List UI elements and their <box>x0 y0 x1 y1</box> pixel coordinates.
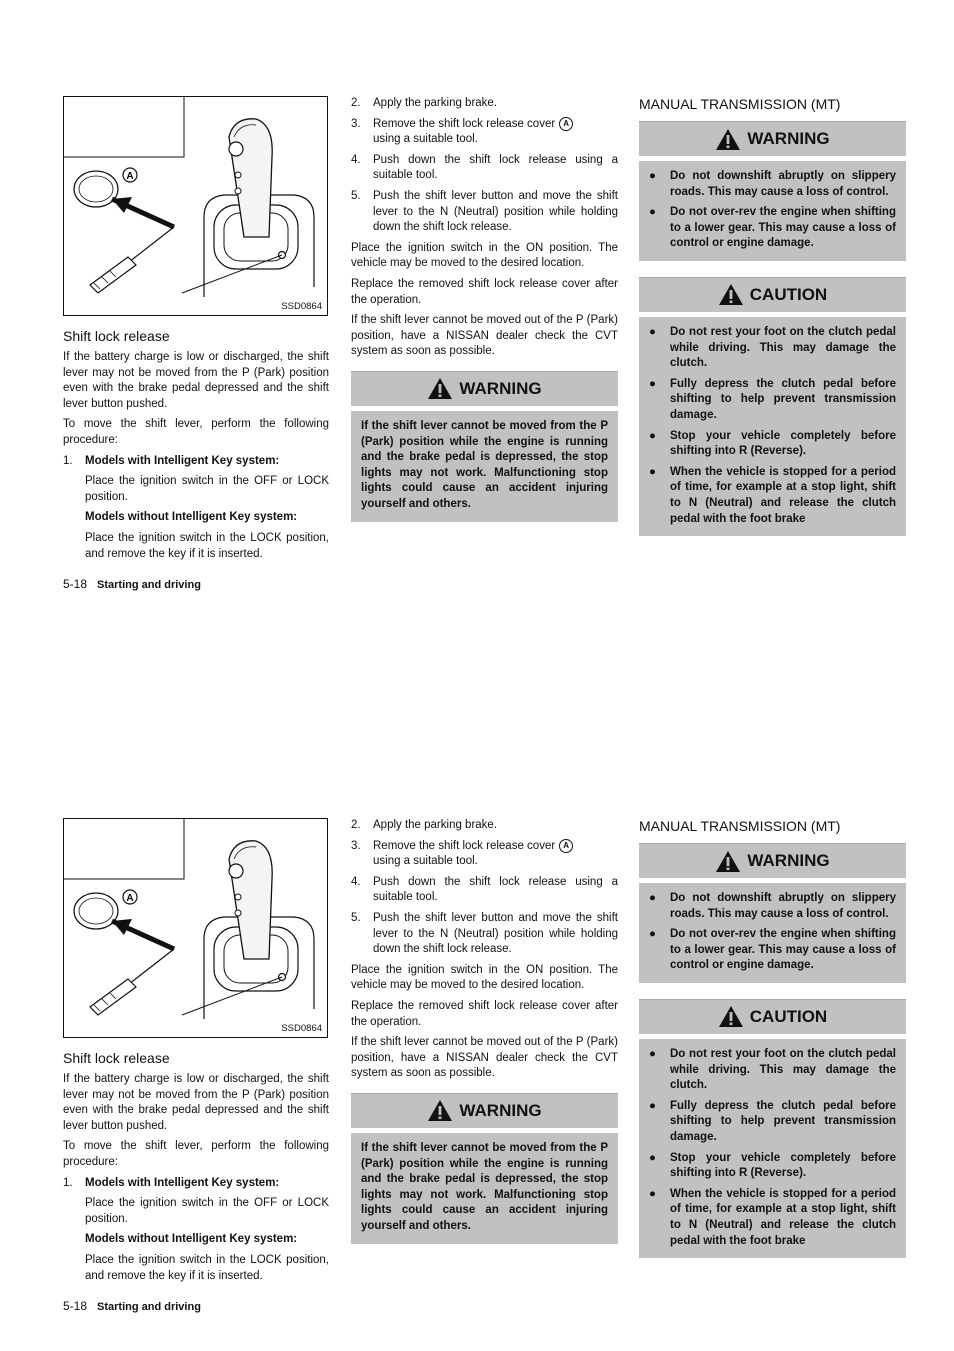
warning-header <box>351 371 618 407</box>
step-text-part: using a suitable tool. <box>373 133 478 146</box>
paragraph: If the shift lever cannot be moved out of the P (Park) position, have a NISSAN dealer check the CVT system as soon as possible. <box>351 314 618 358</box>
bullet-dot: ● <box>649 1099 656 1112</box>
list-item <box>649 429 896 460</box>
step-item <box>351 96 618 112</box>
page-footer <box>63 577 201 591</box>
step-number: 2. <box>351 97 361 109</box>
list-item-text: Stop your vehicle completely before shifting into R (Reverse). <box>670 1151 896 1180</box>
list-item-text: Fully depress the clutch pedal before shifting to help prevent transmission damage. <box>670 1099 896 1143</box>
section-heading: Shift lock release <box>63 1050 170 1066</box>
shift-lever-illustration <box>64 819 326 1036</box>
step-item <box>63 454 329 470</box>
bullet-dot: ● <box>649 1151 656 1164</box>
paragraph: To move the shift lever, perform the following procedure: <box>63 418 329 446</box>
section-heading: MANUAL TRANSMISSION (MT) <box>639 818 841 834</box>
warning-title: WARNING <box>747 129 830 148</box>
bullet-dot: ● <box>649 325 656 338</box>
right-column <box>639 818 906 1258</box>
paragraph: If the battery charge is low or discharged, the shift lever may not be moved from the P (Park) position even with the brake pedal depressed and the shift lever button pushed. <box>63 1073 329 1132</box>
step-item <box>63 1176 329 1192</box>
step-item <box>351 839 618 870</box>
step-item <box>351 117 618 148</box>
step-title: Models with Intelligent Key system: <box>85 1176 280 1189</box>
step-number: 5. <box>351 190 361 202</box>
page-copy-bottom <box>0 722 954 1332</box>
step-item <box>351 153 618 184</box>
paragraph: If the battery charge is low or discharged, the shift lever may not be moved from the P (Park) position even with the brake pedal depressed and the shift lever button pushed. <box>63 351 329 410</box>
step-text: Apply the parking brake. <box>373 819 498 831</box>
step-text: Place the ignition switch in the LOCK position, and remove the key if it is inserted. <box>85 1253 329 1282</box>
step-text: Place the ignition switch in the OFF or LOCK position. <box>85 1197 329 1225</box>
bullet-dot: ● <box>649 206 656 219</box>
list-item-text: Do not downshift abruptly on slippery roads. This may cause a loss of control. <box>670 892 896 920</box>
step-text: Push the shift lever button and move the shift lever to the N (Neutral) position while holding down the shift lock release. <box>373 912 618 956</box>
figure-callout: A <box>126 171 134 182</box>
warning-triangle-icon <box>427 377 453 400</box>
step-number: 1. <box>63 454 73 467</box>
paragraph: If the shift lever cannot be moved out of the P (Park) position, have a NISSAN dealer check the CVT system as soon as possible. <box>351 1036 618 1080</box>
step-item <box>351 911 618 958</box>
section-heading: MANUAL TRANSMISSION (MT) <box>639 96 841 112</box>
list-item <box>649 1047 896 1094</box>
bullet-dot: ● <box>649 377 656 390</box>
list-item <box>649 1187 896 1249</box>
caution-header <box>639 999 906 1035</box>
callout-a: A <box>559 839 573 853</box>
page-number: 5-18 <box>63 577 88 591</box>
figure-callout: A <box>126 893 134 904</box>
section-heading: Shift lock release <box>63 328 170 344</box>
step-text-part: Remove the shift lock release cover <box>373 839 556 852</box>
step-text: Push down the shift lock release using a suitable tool. <box>373 875 618 904</box>
callout-a: A <box>559 117 573 131</box>
section-name: Starting and driving <box>97 1301 201 1313</box>
middle-column <box>351 818 618 1244</box>
left-column <box>63 1050 329 1289</box>
step-title: Models with Intelligent Key system: <box>85 454 280 467</box>
step-item <box>351 818 618 834</box>
list-item-text: When the vehicle is stopped for a period of time, for example at a stop light, shift to N (Neutral) and release the clutch pedal with the foot brake <box>670 465 896 525</box>
paragraph: Replace the removed shift lock release cover after the operation. <box>351 277 618 306</box>
list-item <box>649 1151 896 1182</box>
step-text <box>373 117 618 148</box>
list-item <box>649 927 896 974</box>
step-number: 3. <box>351 839 361 852</box>
warning-header <box>639 843 906 879</box>
caution-title: CAUTION <box>749 1006 828 1026</box>
step-text-part: Remove the shift lock release cover <box>373 117 556 130</box>
warning-title: WARNING <box>459 1100 542 1120</box>
list-item <box>649 465 896 527</box>
caution-triangle-icon <box>718 1005 744 1028</box>
warning-triangle-icon <box>715 850 741 873</box>
page-footer <box>63 1299 201 1313</box>
warning-title: WARNING <box>459 378 542 398</box>
step-title: Models without Intelligent Key system: <box>85 511 298 524</box>
step-text: Place the ignition switch in the OFF or LOCK position. <box>85 475 329 503</box>
right-column <box>639 96 906 536</box>
list-item <box>649 1099 896 1146</box>
step-number: 4. <box>351 875 361 888</box>
paragraph: Replace the removed shift lock release cover after the operation. <box>351 999 618 1028</box>
step-number: 4. <box>351 153 361 166</box>
warning-triangle-icon <box>427 1099 453 1122</box>
list-item <box>649 205 896 252</box>
bullet-dot: ● <box>649 170 656 182</box>
step-text-part: using a suitable tool. <box>373 855 478 868</box>
paragraph: Place the ignition switch in the ON position. The vehicle may be moved to the desired location. <box>351 963 618 992</box>
left-column <box>63 328 329 567</box>
section-name: Starting and driving <box>97 579 201 591</box>
warning-body: If the shift lever cannot be moved from the P (Park) position while the engine is running and the brake pedal is depressed, the stop lights may not work. Malfunctioning stop lights could cause an accident injuring yourself and others. <box>351 1133 618 1244</box>
list-item-text: Do not over-rev the engine when shifting to a lower gear. This may cause a loss of control or engine damage. <box>670 928 896 972</box>
middle-column <box>351 96 618 522</box>
step-text: Push the shift lever button and move the shift lever to the N (Neutral) position while holding down the shift lock release. <box>373 190 618 234</box>
figure-code: SSD0864 <box>281 1023 322 1034</box>
step-text: Place the ignition switch in the LOCK position, and remove the key if it is inserted. <box>85 531 329 560</box>
page-copy-top <box>0 0 954 610</box>
step-item <box>351 875 618 906</box>
caution-title: CAUTION <box>749 284 828 304</box>
list-item <box>649 377 896 424</box>
step-item <box>351 189 618 236</box>
warning-body: If the shift lever cannot be moved from the P (Park) position while the engine is running and the brake pedal is depressed, the stop lights may not work. Malfunctioning stop lights could cause an accident injuring yourself and others. <box>351 411 618 522</box>
shift-lock-figure <box>63 96 328 316</box>
bullet-dot: ● <box>649 928 656 941</box>
caution-body <box>639 317 906 536</box>
step-title: Models without Intelligent Key system: <box>85 1233 298 1246</box>
warning-header <box>639 121 906 157</box>
warning-title: WARNING <box>747 851 830 870</box>
caution-triangle-icon <box>718 283 744 306</box>
list-item-text: Do not rest your foot on the clutch pedal while driving. This may damage the clutch. <box>670 1047 896 1092</box>
list-item <box>649 891 896 922</box>
shift-lock-figure <box>63 818 328 1038</box>
shift-lever-illustration <box>64 97 326 314</box>
warning-triangle-icon <box>715 128 741 151</box>
paragraph: To move the shift lever, perform the following procedure: <box>63 1140 329 1168</box>
figure-code: SSD0864 <box>281 301 322 312</box>
paragraph: Place the ignition switch in the ON position. The vehicle may be moved to the desired location. <box>351 241 618 270</box>
bullet-dot: ● <box>649 465 656 478</box>
bullet-dot: ● <box>649 429 656 442</box>
list-item <box>649 325 896 372</box>
warning-body <box>639 161 906 261</box>
list-item-text: When the vehicle is stopped for a period of time, for example at a stop light, shift to N (Neutral) and release the clutch pedal with the foot brake <box>670 1187 896 1247</box>
warning-body <box>639 883 906 983</box>
bullet-dot: ● <box>649 892 656 904</box>
step-text: Push down the shift lock release using a suitable tool. <box>373 153 618 182</box>
bullet-dot: ● <box>649 1047 656 1060</box>
step-text <box>373 839 618 870</box>
step-number: 1. <box>63 1176 73 1189</box>
warning-header <box>351 1093 618 1129</box>
caution-header <box>639 277 906 313</box>
caution-body <box>639 1039 906 1258</box>
list-item-text: Stop your vehicle completely before shifting into R (Reverse). <box>670 429 896 458</box>
step-text: Apply the parking brake. <box>373 97 498 109</box>
list-item-text: Fully depress the clutch pedal before shifting to help prevent transmission damage. <box>670 377 896 421</box>
list-item-text: Do not downshift abruptly on slippery roads. This may cause a loss of control. <box>670 170 896 198</box>
step-number: 3. <box>351 117 361 130</box>
list-item <box>649 169 896 200</box>
list-item-text: Do not rest your foot on the clutch pedal while driving. This may damage the clutch. <box>670 325 896 370</box>
step-number: 2. <box>351 819 361 831</box>
step-number: 5. <box>351 912 361 924</box>
bullet-dot: ● <box>649 1187 656 1200</box>
page-number: 5-18 <box>63 1299 88 1313</box>
list-item-text: Do not over-rev the engine when shifting to a lower gear. This may cause a loss of control or engine damage. <box>670 206 896 250</box>
